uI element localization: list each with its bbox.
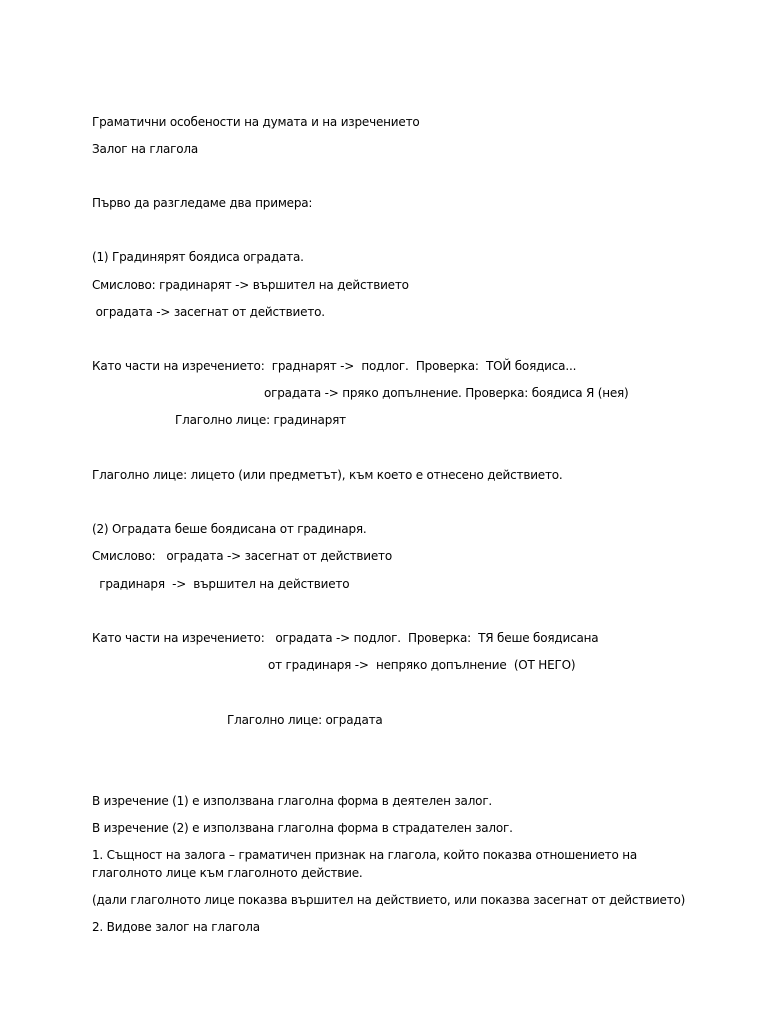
example2-sentence: (2) Оградата беше боядисана от градинаря. <box>92 522 367 536</box>
definition-text: Глаголно лице: лицето (или предметът), към което е отнесено действието. <box>92 468 563 482</box>
example2-verb-person: Глаголно лице: оградата <box>227 713 383 727</box>
document-subtitle: Залог на глагола <box>92 142 198 156</box>
example2-meaning-line1: Смислово: оградата -> засегнат от действието <box>92 549 392 563</box>
example2-meaning-line2: градинаря -> вършител на действието <box>92 577 350 591</box>
example1-verb-person: Глаголно лице: градинарят <box>175 413 346 427</box>
example2-parts-line1: Като части на изречението: оградата -> подлог. Проверка: ТЯ беше боядисана <box>92 631 599 645</box>
example2-parts-line2: от градинаря -> непряко допълнение (ОТ НЕГО) <box>268 658 576 672</box>
example1-meaning-line1: Смислово: градинарят -> вършител на действието <box>92 278 409 292</box>
conclusion-1: В изречение (1) е използвана глаголна форма в деятелен залог. <box>92 794 493 808</box>
point2-heading: 2. Видове залог на глагола <box>92 920 260 934</box>
document-title: Граматични особености на думата и на изречението <box>92 115 420 129</box>
example1-meaning-line2: оградата -> засегнат от действието. <box>92 305 325 319</box>
intro-text: Първо да разгледаме два примера: <box>92 196 313 210</box>
example1-parts-line2: оградата -> пряко допълнение. Проверка: боядиса Я (нея) <box>264 386 629 400</box>
point1-note: (дали глаголното лице показва вършител на действието, или показва засегнат от действието) <box>92 893 686 907</box>
conclusion-2: В изречение (2) е използвана глаголна форма в страдателен залог. <box>92 821 513 835</box>
example1-sentence: (1) Градинярят боядиса оградата. <box>92 250 304 264</box>
example1-parts-line1: Като части на изречението: граднарят -> подлог. Проверка: ТОЙ боядиса... <box>92 359 577 373</box>
point1-line2: глаголното лице към глаголното действие. <box>92 866 363 880</box>
point1-line1: 1. Същност на залога – граматичен признак на глагола, който показва отношението на <box>92 848 638 862</box>
